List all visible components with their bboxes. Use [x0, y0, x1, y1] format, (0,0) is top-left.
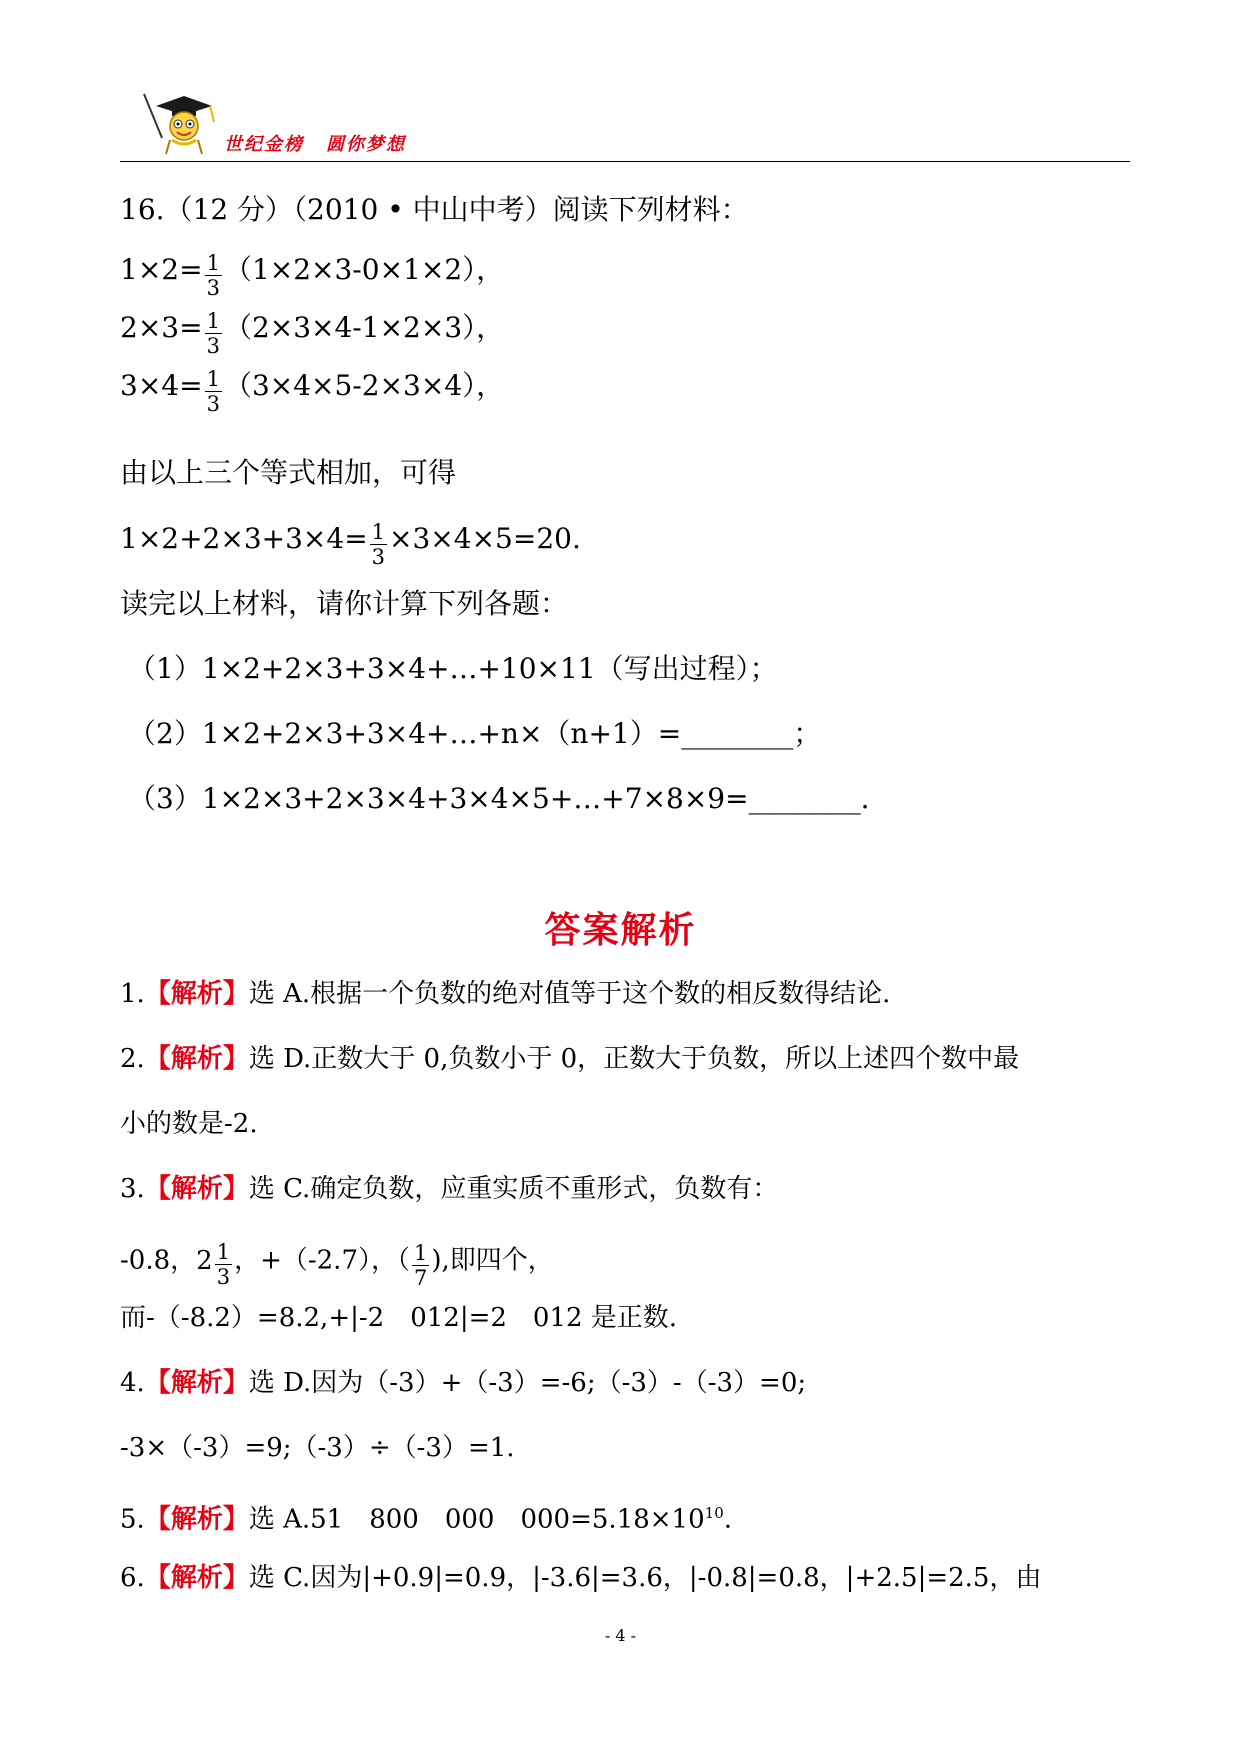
- fraction-one-third: $\frac{1}{3}$: [371, 520, 386, 569]
- answer-1-text: 选 A.根据一个负数的绝对值等于这个数的相反数得结论.: [248, 979, 891, 1009]
- page-header: [120, 78, 1130, 162]
- fraction-one-third: $\frac{1}{3}$: [206, 309, 220, 358]
- equation-1: [120, 247, 505, 300]
- equation-2: [120, 305, 505, 358]
- fraction-one-third: $\frac{1}{3}$: [206, 367, 220, 416]
- answer-section-title: 答案解析: [544, 910, 697, 951]
- equation-2-left: 2×3=: [120, 311, 203, 344]
- header-slogan: [224, 130, 406, 156]
- answer-4-continued: -3×（-3）=9;（-3）÷（-3）=1.: [120, 1433, 515, 1463]
- equation-1-left: 1×2=: [120, 253, 203, 286]
- sum-intro: 由以上三个等式相加，可得: [120, 456, 457, 489]
- answer-3-number: 3.: [120, 1174, 145, 1204]
- equation-2-right: （2×3×4-1×2×3），: [223, 311, 505, 344]
- answer-6: [120, 1562, 1041, 1594]
- answer-2-text: 选 D.正数大于 0,负数小于 0，正数大于负数，所以上述四个数中最: [248, 1044, 1020, 1074]
- answer-6-number: 6.: [120, 1563, 145, 1593]
- equation-3: [120, 363, 505, 416]
- answer-5-text: 选 A.51 800 000 000=5.18×10: [248, 1504, 705, 1535]
- answer-4-number: 4.: [120, 1368, 145, 1398]
- analysis-tag: 【解析】: [144, 1504, 249, 1535]
- subquestion-1: （1）1×2+2×3+3×4+…+10×11（写出过程）；: [128, 652, 778, 685]
- analysis-tag: 【解析】: [144, 1174, 249, 1204]
- answer-3: [120, 1173, 778, 1205]
- instruction: 读完以上材料，请你计算下列各题：: [120, 587, 569, 620]
- analysis-tag: 【解析】: [144, 979, 249, 1009]
- answer-5-number: 5.: [120, 1504, 145, 1535]
- mixed-number: 2 $\frac{1}{3}$: [196, 1240, 231, 1289]
- fraction-one-third: $\frac{1}{3}$: [206, 251, 220, 300]
- fraction-one-seventh: $\frac{1}{7}$: [413, 1241, 428, 1290]
- equation-1-right: （1×2×3-0×1×2），: [223, 253, 505, 286]
- page-number: - 4 -: [604, 1626, 637, 1645]
- question-title: 16.（12 分）（2010 • 中山中考）阅读下列材料：: [120, 193, 749, 226]
- equation-3-right: （3×4×5-2×3×4），: [223, 369, 505, 402]
- answer-4-text: 选 D.因为（-3）+（-3）=-6;（-3）-（-3）=0;: [248, 1368, 807, 1398]
- header-divider: [120, 161, 1130, 162]
- answer-2-number: 2.: [120, 1044, 145, 1074]
- analysis-tag: 【解析】: [144, 1563, 249, 1593]
- answer-2-continued: 小的数是-2.: [120, 1109, 258, 1139]
- sum-equation: [120, 516, 581, 569]
- slogan-left: 世纪金榜: [224, 134, 304, 155]
- sum-equation-left: 1×2+2×3+3×4=: [120, 522, 368, 555]
- answer-4: [120, 1367, 806, 1399]
- negative-count: ),即四个，: [431, 1245, 554, 1276]
- graduate-mascot-logo: [136, 88, 236, 158]
- answer-3-text: 选 C.确定负数，应重实质不重形式，负数有：: [248, 1174, 779, 1204]
- answer-1: [120, 978, 890, 1010]
- negative-value-2: ，+（-2.7），（: [234, 1245, 410, 1276]
- sum-equation-right: ×3×4×5=20.: [389, 522, 581, 555]
- subquestion-3: （3）1×2×3+2×3×4+3×4×5+…+7×8×9=________.: [128, 782, 870, 815]
- answer-3-negatives: [120, 1236, 554, 1290]
- slogan-right: 圆你梦想: [326, 134, 406, 155]
- answer-5: [120, 1497, 732, 1536]
- answer-5-end: .: [723, 1504, 733, 1535]
- answer-1-number: 1.: [120, 979, 145, 1009]
- subquestion-2: （2）1×2+2×3+3×4+…+n×（n+1）=________；: [128, 717, 822, 750]
- answer-2: [120, 1043, 1019, 1075]
- equation-3-left: 3×4=: [120, 369, 203, 402]
- answer-3-positives: 而-（-8.2）=8.2,+|-2 012|=2 012 是正数.: [120, 1303, 678, 1333]
- answer-6-text: 选 C.因为|+0.9|=0.9，|-3.6|=3.6，|-0.8|=0.8，|+2.5|=2.5，由: [248, 1563, 1042, 1593]
- analysis-tag: 【解析】: [144, 1044, 249, 1074]
- analysis-tag: 【解析】: [144, 1368, 249, 1398]
- fraction-one-third: $\frac{1}{3}$: [216, 1240, 231, 1289]
- negative-value-1: -0.8，: [120, 1245, 197, 1276]
- exponent: 10: [704, 1504, 724, 1522]
